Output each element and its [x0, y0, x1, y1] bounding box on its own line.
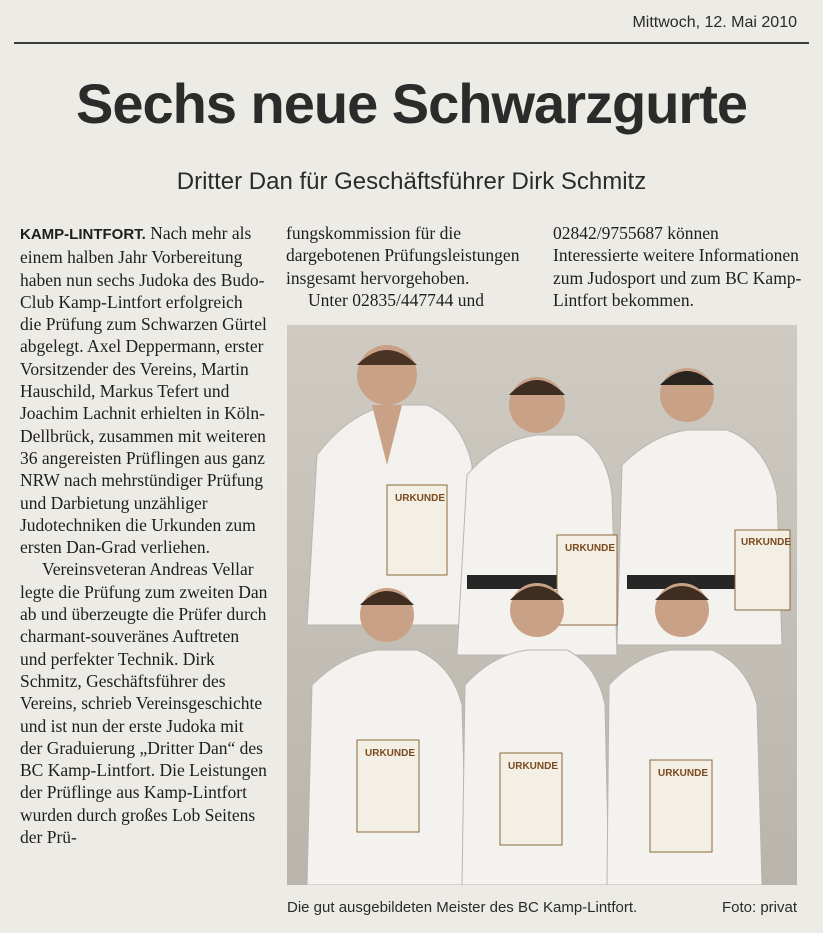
- group-photo-illustration: [287, 325, 797, 885]
- paragraph-5: 02842/9755687 können Interessierte weitere Informationen zum Judosport und zum BC Kamp-Lintfort bekommen.: [553, 223, 802, 310]
- photo-caption-row: [287, 899, 797, 916]
- paragraph-1: [20, 222, 268, 558]
- photo-credit: Foto: privat: [721, 899, 797, 916]
- certificate-5: [500, 753, 562, 845]
- headline: Sechs neue Schwarzgurte: [75, 72, 747, 135]
- paragraph-4: Unter 02835/447744 und: [308, 289, 484, 310]
- paragraph-3: fungskommission für die dargebotenen Prüfungsleistungen insgesamt hervorgehoben.: [286, 223, 520, 288]
- paragraph-2: Vereinsveteran Andreas Vellar legte die Prüfung zum zweiten Dan ab und überzeugte die Prüfer durch charmant-souveränes Auftreten und perfekter Technik. Dirk Schmitz, Geschäftsführer des Vereins, schrieb Vereinsgeschichte und ist nun der erste Judoka mit der Graduierung „Dritter Dan“ des BC Kamp-Lintfort. Die Leistungen der Prüflinge aus Kamp-Lintfort wurden durch großes Lob Seitens der Prü-: [20, 559, 268, 848]
- location-tag: KAMP-LINTFORT.: [20, 226, 146, 243]
- paragraph-1-text: Nach mehr als einem halben Jahr Vorbereitung haben nun sechs Judoka des Budo-Club Kamp-Lintfort erfolgreich die Prüfung zum Schwarzen Gürtel abgelegt. Axel Deppermann, erster Vorsitzender des Vereins, Martin Hauschild, Markus Tefert und Joachim Lachnit erhielten in Köln-Dellbrück, zusammen mit weiteren 36 angereisten Prüflingen aus ganz NRW nach mehrstündiger Prüfung und Darbietung unzähliger Judotechniken die Urkunden zum ersten Dan-Grad verliehen.: [20, 223, 267, 558]
- article-column-1: [20, 222, 268, 848]
- certificate-3: [735, 530, 791, 610]
- photo-caption: Die gut ausgebildeten Meister des BC Kamp-Lintfort.: [287, 899, 638, 916]
- certificate-3-title: URKUNDE: [741, 537, 791, 548]
- certificate-1: [387, 485, 447, 575]
- certificate-6-title: URKUNDE: [658, 768, 708, 779]
- header-rule: [14, 42, 809, 44]
- certificate-5-title: URKUNDE: [508, 761, 558, 772]
- certificate-6: [650, 760, 712, 852]
- issue-date: Mittwoch, 12. Mai 2010: [632, 14, 797, 31]
- certificate-1-title: URKUNDE: [395, 493, 445, 504]
- certificate-2: [557, 535, 617, 625]
- subheadline: Dritter Dan für Geschäftsführer Dirk Schmitz: [176, 168, 647, 195]
- article-column-3: [553, 222, 803, 311]
- certificate-2-title: URKUNDE: [565, 543, 615, 554]
- article-column-2: [286, 222, 526, 311]
- group-photo: [287, 325, 797, 885]
- certificate-4: [357, 740, 419, 832]
- certificate-4-title: URKUNDE: [365, 748, 415, 759]
